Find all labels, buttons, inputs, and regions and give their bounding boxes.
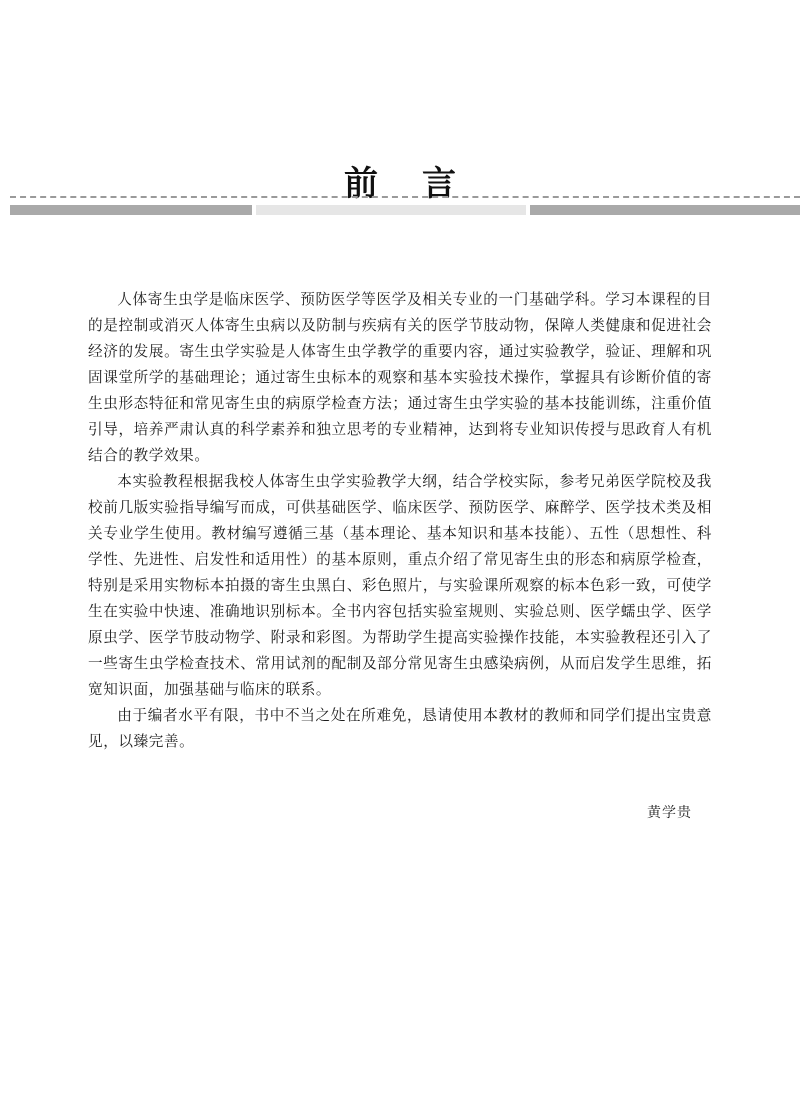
decoration-bar-right — [530, 205, 800, 215]
author-signature: 黄学贵 — [647, 805, 692, 821]
preface-body — [88, 287, 712, 755]
decoration-bar-left — [10, 205, 252, 215]
paragraph-3: 由于编者水平有限，书中不当之处在所难免，恳请使用本教材的教师和同学们提出宝贵意见，以臻完善。 — [88, 707, 712, 750]
paragraph-2: 本实验教程根据我校人体寄生虫学实验教学大纲，结合学校实际，参考兄弟医学院校及我校前几版实验指导编写而成，可供基础医学、临床医学、预防医学、麻醉学、医学技术类及相关专业学生使用。教材编写遵循三基（基本理论、基本知识和基本技能）、五性（思想性、科学性、先进性、启发性和适用性）的基本原则，重点介绍了常见寄生虫的形态和病原学检查，特别是采用实物标本拍摄的寄生虫黑白、彩色照片，与实验课所观察的标本色彩一致，可使学生在实验中快速、准确地识别标本。全书内容包括实验室规则、实验总则、医学蠕虫学、医学原虫学、医学节肢动物学、附录和彩图。为帮助学生提高实验操作技能，本实验教程还引入了一些寄生虫学检查技术、常用试剂的配制及部分常见寄生虫感染病例，从而启发学生思维，拓宽知识面，加强基础与临床的联系。 — [88, 473, 712, 698]
header-decoration-bars — [0, 205, 800, 215]
decoration-bar-middle — [256, 205, 526, 215]
dotted-divider — [10, 196, 800, 198]
paragraph-1: 人体寄生虫学是临床医学、预防医学等医学及相关专业的一门基础学科。学习本课程的目的是控制或消灭人体寄生虫病以及防制与疾病有关的医学节肢动物，保障人类健康和促进社会经济的发展。寄生虫学实验是人体寄生虫学教学的重要内容，通过实验教学，验证、理解和巩固课堂所学的基础理论；通过寄生虫标本的观察和基本实验技术操作，掌握具有诊断价值的寄生虫形态特征和常见寄生虫的病原学检查方法；通过寄生虫学实验的基本技能训练，注重价值引导，培养严肃认真的科学素养和独立思考的专业精神，达到将专业知识传授与思政育人有机结合的教学效果。 — [88, 291, 712, 464]
page-title: 前言 — [344, 163, 500, 204]
